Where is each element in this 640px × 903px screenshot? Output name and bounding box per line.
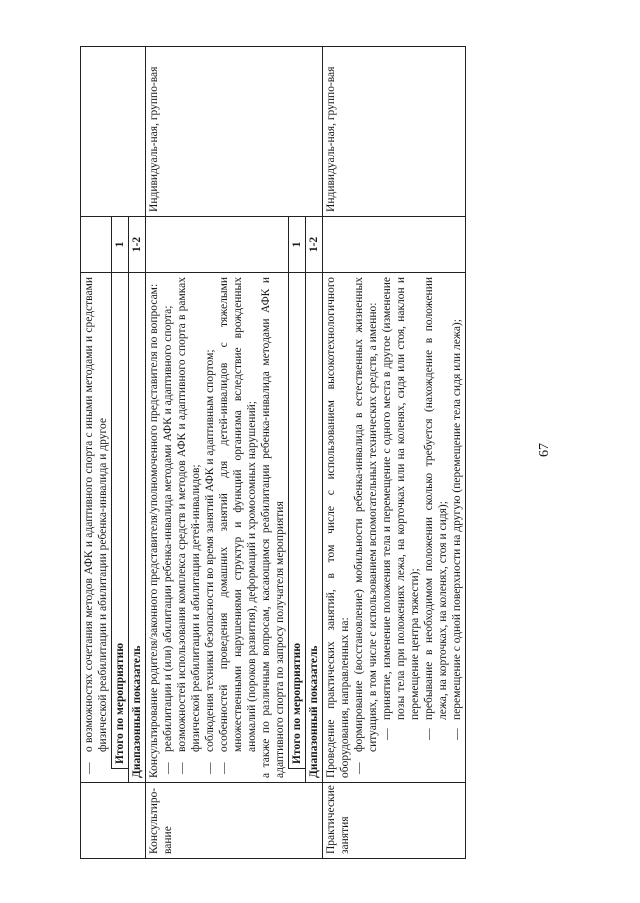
list-item <box>217 277 259 778</box>
dash-mark: — <box>381 728 393 740</box>
form-practice: Индивидуаль-ная, группо-вая <box>323 46 466 216</box>
activity-name-consult: Консультиро-вание <box>146 783 289 859</box>
list-item <box>175 277 203 778</box>
table-row <box>81 46 112 858</box>
table-row <box>323 46 466 858</box>
value-cell <box>146 216 289 272</box>
table-row <box>289 46 306 858</box>
total-value: 1 <box>112 216 129 272</box>
range-label: Диапазонный показатель <box>129 272 146 782</box>
list-item <box>82 277 110 778</box>
list-item <box>161 277 175 778</box>
activity-name-practice: Практические занятия <box>323 783 466 859</box>
sub-list-item-text: пребывание в необходимом положении сколько требуется (нахождение в положении лежа, на корточках, на коленях, стоя и сидя); <box>423 276 449 720</box>
dash-mark: — <box>218 762 230 774</box>
page-number: 67 <box>537 443 552 457</box>
content-cell <box>323 272 466 782</box>
sub-list-item-text: перемещение с одной поверхности на другую (перемещение тела сидя или лежа); <box>451 319 463 720</box>
value-cell <box>81 216 112 272</box>
total-label: Итого по мероприятию <box>289 272 306 768</box>
dash-mark: — <box>204 762 216 774</box>
table-row <box>112 46 129 858</box>
form-consult: Индивидуаль-ная, группо-вая <box>146 46 289 216</box>
value-cell <box>323 216 466 272</box>
list-item-text: возможностей использования комплекса средств и методов АФК и адаптивного спорта в рамках физической реабилитации и абилитации детей-инвалидов; <box>176 276 202 752</box>
content-cell <box>81 272 112 782</box>
table-row <box>306 46 323 858</box>
list-item-text: реабилитации и (или) абилитации ребенка-инвалида методами АФК и адаптивного спорта; <box>162 305 174 752</box>
range-value: 1-2 <box>129 216 146 272</box>
list-item <box>203 277 217 778</box>
sub-list-item <box>422 277 450 778</box>
list-item-text: особенностей проведения домашних занятий для детей-инвалидов с тяжелыми множественными нарушениями структур и функций организма вследствие врожденных аномалий (пороков развития), деформаций и хромосомных нарушений; <box>218 276 258 752</box>
rotated-table-wrapper <box>80 47 516 859</box>
dash-mark: — <box>162 762 174 774</box>
consult-intro: Консультирование родителя/законного представителя/уполномоченного представителя по вопросам: <box>148 283 160 778</box>
dash-mark: — <box>423 728 435 740</box>
dash-mark: — <box>83 762 95 774</box>
form-cell <box>81 46 112 216</box>
list-item-text: соблюдения техники безопасности во время занятий АФК и адаптивным спортом; <box>204 349 216 752</box>
activities-table <box>80 46 466 859</box>
practice-intro: Проведение практических занятий, в том числе с использованием высокотехнологичного оборудования, направленных на: <box>325 276 351 778</box>
table-row <box>129 46 146 858</box>
sub-list-item-text: принятие, изменение положения тела и перемещение с одного места в другое (изменение позы тела при положениях лежа, на корточках или на коленях, сидя или стоя, наклон и перемещение центра тяжести); <box>381 276 421 720</box>
total-value: 1 <box>289 216 306 272</box>
dash-mark: — <box>176 762 188 774</box>
dash-mark: — <box>353 762 365 774</box>
list-item <box>352 277 380 778</box>
range-value: 1-2 <box>306 216 323 272</box>
dash-mark: — <box>451 728 463 740</box>
sub-list-item <box>380 277 422 778</box>
list-item-text: о возможностях сочетания методов АФК и адаптивного спорта с иными методами и средствами физической реабилитации и абилитации ребенка-инвалида и другое <box>83 276 109 752</box>
content-cell <box>146 272 289 782</box>
list-item-text: формирование (восстановление) мобильности ребенка-инвалида в естественных жизненных ситуациях, в том числе с использованием вспомогательных технических средств, а именно: <box>353 276 379 752</box>
range-label: Диапазонный показатель <box>306 272 323 782</box>
activity-name-cell <box>81 783 112 859</box>
table-row <box>146 46 289 858</box>
sub-list-item <box>450 277 464 778</box>
consult-tail: а также по различным вопросам, касающимся реабилитации ребенка-инвалида методами АФК и адаптивного спорта по запросу получателя мероприятия <box>260 276 286 778</box>
total-label: Итого по мероприятию <box>112 272 129 768</box>
